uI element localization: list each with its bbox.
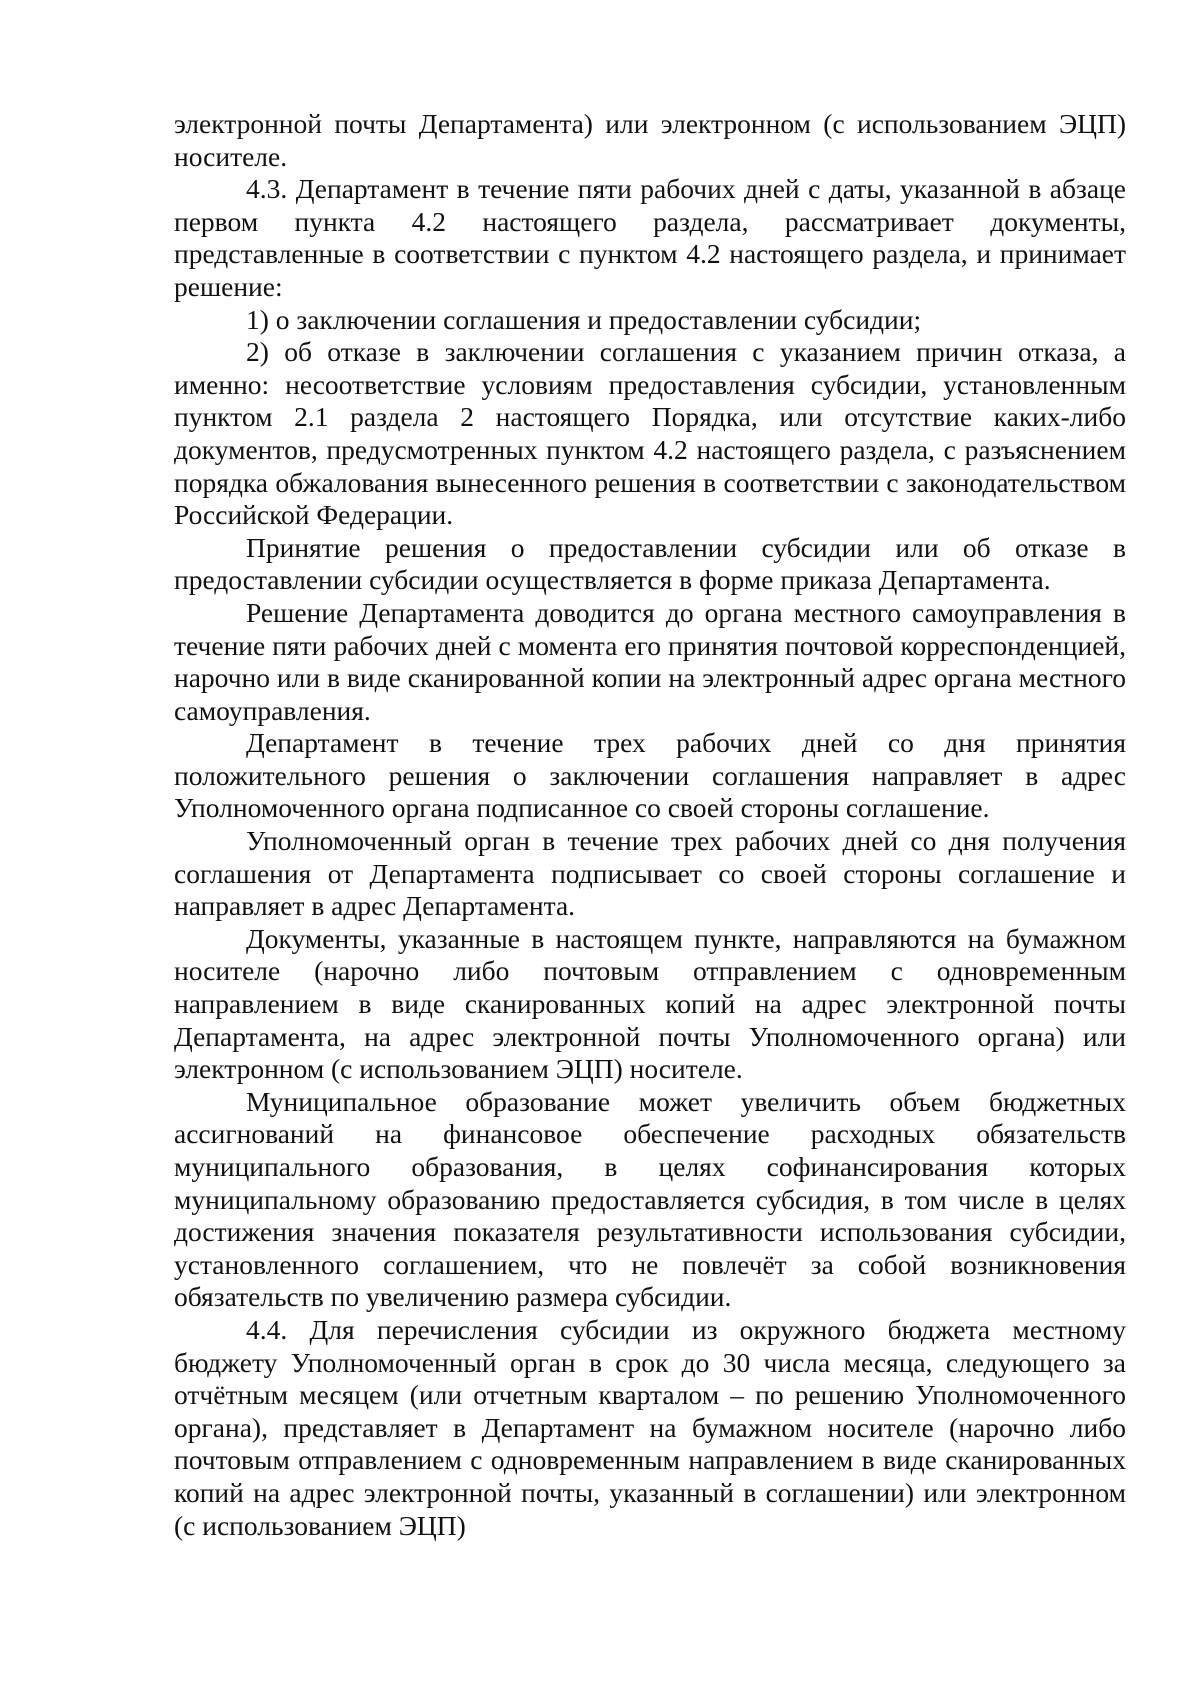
paragraph-item-1: 1) о заключении соглашения и предоставлении субсидии; bbox=[246, 303, 922, 335]
paragraph-4-4: 4.4. Для перечисления субсидии из окружного бюджета местному бюджету Уполномоченный орган в срок до 30 числа месяца, следующего за отчётным месяцем (или отчетным кварталом – по решению Уполномоченного органа), представляет в Департамент на бумажном носителе (нарочно либо почтовым отправлением с одновременным направлением в виде сканированных копий на адрес электронной почты, указанный в соглашении) или электронном (с использованием ЭЦП) bbox=[174, 1313, 1126, 1541]
paragraph-agreement-signing: Уполномоченный орган в течение трех рабочих дней со дня получения соглашения от Департамента подписывает со своей стороны соглашение и направляет в адрес Департамента. bbox=[174, 825, 1126, 922]
paragraph-budget-increase: Муниципальное образование может увеличить объем бюджетных ассигнований на финансовое обеспечение расходных обязательств муниципального образования, в целях софинансирования которых муниципальному образованию предоставляется субсидия, в том числе в целях достижения значения показателя результативности использования субсидии, установленного соглашением, что не повлечёт за собой возникновения обязательств по увеличению размера субсидии. bbox=[174, 1085, 1126, 1313]
document-page bbox=[174, 108, 1126, 1542]
paragraph-decision-delivery: Решение Департамента доводится до органа местного самоуправления в течение пяти рабочих дней с момента его принятия почтовой корреспонденцией, нарочно или в виде сканированной копии на электронный адрес органа местного самоуправления. bbox=[174, 596, 1126, 726]
paragraph-item-2: 2) об отказе в заключении соглашения с указанием причин отказа, а именно: несоответствие условиям предоставления субсидии, установленным пунктом 2.1 раздела 2 настоящего Порядка, или отсутствие каких-либо документов, предусмотренных пунктом 4.2 настоящего раздела, с разъяснением порядка обжалования вынесенного решения в соответствии с законодательством Российской Федерации. bbox=[174, 336, 1126, 531]
paragraph-continuation: электронной почты Департамента) или электронном (с использованием ЭЦП) носителе. bbox=[174, 108, 1126, 172]
paragraph-decision-form: Принятие решения о предоставлении субсидии или об отказе в предоставлении субсидии осуществляется в форме приказа Департамента. bbox=[174, 531, 1126, 596]
paragraph-agreement-sending: Департамент в течение трех рабочих дней со дня принятия положительного решения о заключении соглашения направляет в адрес Уполномоченного органа подписанное со своей стороны соглашение. bbox=[174, 727, 1126, 824]
paragraph-4-3: 4.3. Департамент в течение пяти рабочих дней с даты, указанной в абзаце первом пункта 4.2 настоящего раздела, рассматривает документы, представленные в соответствии с пунктом 4.2 настоящего раздела, и принимает решение: bbox=[174, 173, 1126, 302]
paragraph-documents-delivery: Документы, указанные в настоящем пункте, направляются на бумажном носителе (нарочно либо почтовым отправлением с одновременным направлением в виде сканированных копий на адрес электронной почты Департамента, на адрес электронной почты Уполномоченного органа) или электронном (с использованием ЭЦП) носителе. bbox=[174, 922, 1126, 1085]
